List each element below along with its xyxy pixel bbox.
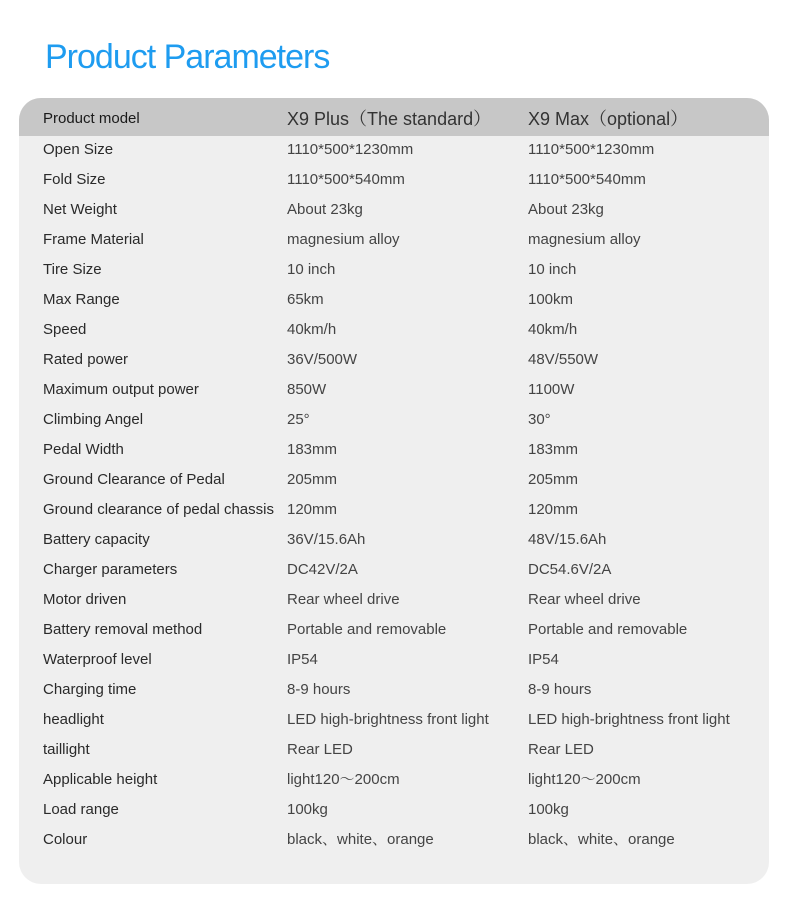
x9-plus-value: 36V/15.6Ah xyxy=(287,531,366,548)
row-label: Tire Size xyxy=(43,261,102,278)
x9-max-value: 100km xyxy=(528,291,574,308)
x9-max-value: 120mm xyxy=(528,501,579,518)
x9-max-value: 1110*500*540mm xyxy=(528,171,646,188)
x9-plus-value: 8-9 hours xyxy=(287,681,351,698)
x9-plus-value: light120～200cm xyxy=(287,771,400,788)
table-row xyxy=(19,255,769,285)
table-row xyxy=(19,615,769,645)
table-row xyxy=(19,675,769,705)
row-label: Net Weight xyxy=(43,201,117,218)
x9-plus-value: 205mm xyxy=(287,471,338,488)
x9-plus-value: About 23kg xyxy=(287,201,363,218)
table-row xyxy=(19,285,769,315)
page-title: Product Parameters xyxy=(45,38,330,76)
table-row xyxy=(19,225,769,255)
row-label: Waterproof level xyxy=(43,651,152,668)
row-label: Frame Material xyxy=(43,231,144,248)
table-row xyxy=(19,765,769,795)
x9-max-value: 8-9 hours xyxy=(528,681,592,698)
table-row xyxy=(19,435,769,465)
table-row xyxy=(19,495,769,525)
x9-plus-value: Rear wheel drive xyxy=(287,591,400,608)
table-row xyxy=(19,345,769,375)
x9-max-value: IP54 xyxy=(528,651,559,668)
x9-max-value: 1100W xyxy=(528,381,575,398)
x9-plus-value: 25° xyxy=(287,411,310,428)
header-x9-max: X9 Max（optional） xyxy=(528,109,689,129)
table-row xyxy=(19,135,769,165)
x9-max-value: magnesium alloy xyxy=(528,231,641,248)
x9-plus-value: 10 inch xyxy=(287,261,336,278)
row-label: Ground clearance of pedal chassis xyxy=(43,501,274,518)
row-label: Fold Size xyxy=(43,171,106,188)
table-row xyxy=(19,465,769,495)
x9-plus-value: 850W xyxy=(287,381,327,398)
x9-plus-value: IP54 xyxy=(287,651,318,668)
table-row xyxy=(19,705,769,735)
row-label: Load range xyxy=(43,801,119,818)
table-row xyxy=(19,585,769,615)
row-label: Climbing Angel xyxy=(43,411,144,428)
row-label: Maximum output power xyxy=(43,381,199,398)
x9-max-value: 1110*500*1230mm xyxy=(528,141,655,158)
x9-plus-value: Portable and removable xyxy=(287,621,447,638)
x9-plus-value: Rear LED xyxy=(287,741,353,758)
table-header xyxy=(19,98,769,136)
x9-max-value: About 23kg xyxy=(528,201,604,218)
x9-plus-value: 183mm xyxy=(287,441,338,458)
x9-max-value: 10 inch xyxy=(528,261,577,278)
row-label: Colour xyxy=(43,831,88,848)
x9-plus-value: magnesium alloy xyxy=(287,231,400,248)
row-label: taillight xyxy=(43,741,90,758)
x9-max-value: LED high-brightness front light xyxy=(528,711,730,728)
row-label: Motor driven xyxy=(43,591,127,608)
row-label: Charger parameters xyxy=(43,561,178,578)
x9-max-value: Portable and removable xyxy=(528,621,688,638)
row-label: Battery removal method xyxy=(43,621,203,638)
x9-max-value: DC54.6V/2A xyxy=(528,561,612,578)
row-label: Open Size xyxy=(43,141,114,158)
table-row xyxy=(19,795,769,825)
x9-max-value: 40km/h xyxy=(528,321,578,338)
row-label: headlight xyxy=(43,711,104,728)
row-label: Rated power xyxy=(43,351,129,368)
table-row xyxy=(19,555,769,585)
x9-max-value: 48V/15.6Ah xyxy=(528,531,607,548)
row-label: Pedal Width xyxy=(43,441,124,458)
x9-max-value: Rear wheel drive xyxy=(528,591,641,608)
table-row xyxy=(19,645,769,675)
table-row xyxy=(19,195,769,225)
parameters-table xyxy=(19,98,769,884)
row-label: Max Range xyxy=(43,291,120,308)
x9-plus-value: LED high-brightness front light xyxy=(287,711,489,728)
table-row xyxy=(19,405,769,435)
table-row xyxy=(19,825,769,855)
x9-max-value: Rear LED xyxy=(528,741,594,758)
x9-plus-value: 65km xyxy=(287,291,324,308)
row-label: Battery capacity xyxy=(43,531,150,548)
x9-plus-value: DC42V/2A xyxy=(287,561,358,578)
header-product-model: Product model xyxy=(43,110,140,127)
x9-max-value: 183mm xyxy=(528,441,579,458)
x9-plus-value: 40km/h xyxy=(287,321,337,338)
x9-max-value: 48V/550W xyxy=(528,351,599,368)
x9-plus-value: 1110*500*540mm xyxy=(287,171,405,188)
x9-plus-value: black、white、orange xyxy=(287,831,434,848)
x9-max-value: light120～200cm xyxy=(528,771,641,788)
x9-max-value: 205mm xyxy=(528,471,579,488)
table-row xyxy=(19,525,769,555)
x9-plus-value: 100kg xyxy=(287,801,328,818)
table-row xyxy=(19,735,769,765)
header-x9-plus: X9 Plus（The standard） xyxy=(287,109,492,129)
x9-max-value: 100kg xyxy=(528,801,569,818)
row-label: Ground Clearance of Pedal xyxy=(43,471,225,488)
x9-max-value: 30° xyxy=(528,411,551,428)
x9-max-value: black、white、orange xyxy=(528,831,675,848)
table-row xyxy=(19,315,769,345)
x9-plus-value: 120mm xyxy=(287,501,338,518)
x9-plus-value: 36V/500W xyxy=(287,351,358,368)
table-row xyxy=(19,375,769,405)
row-label: Charging time xyxy=(43,681,137,698)
row-label: Speed xyxy=(43,321,87,338)
row-label: Applicable height xyxy=(43,771,158,788)
x9-plus-value: 1110*500*1230mm xyxy=(287,141,414,158)
table-row xyxy=(19,165,769,195)
